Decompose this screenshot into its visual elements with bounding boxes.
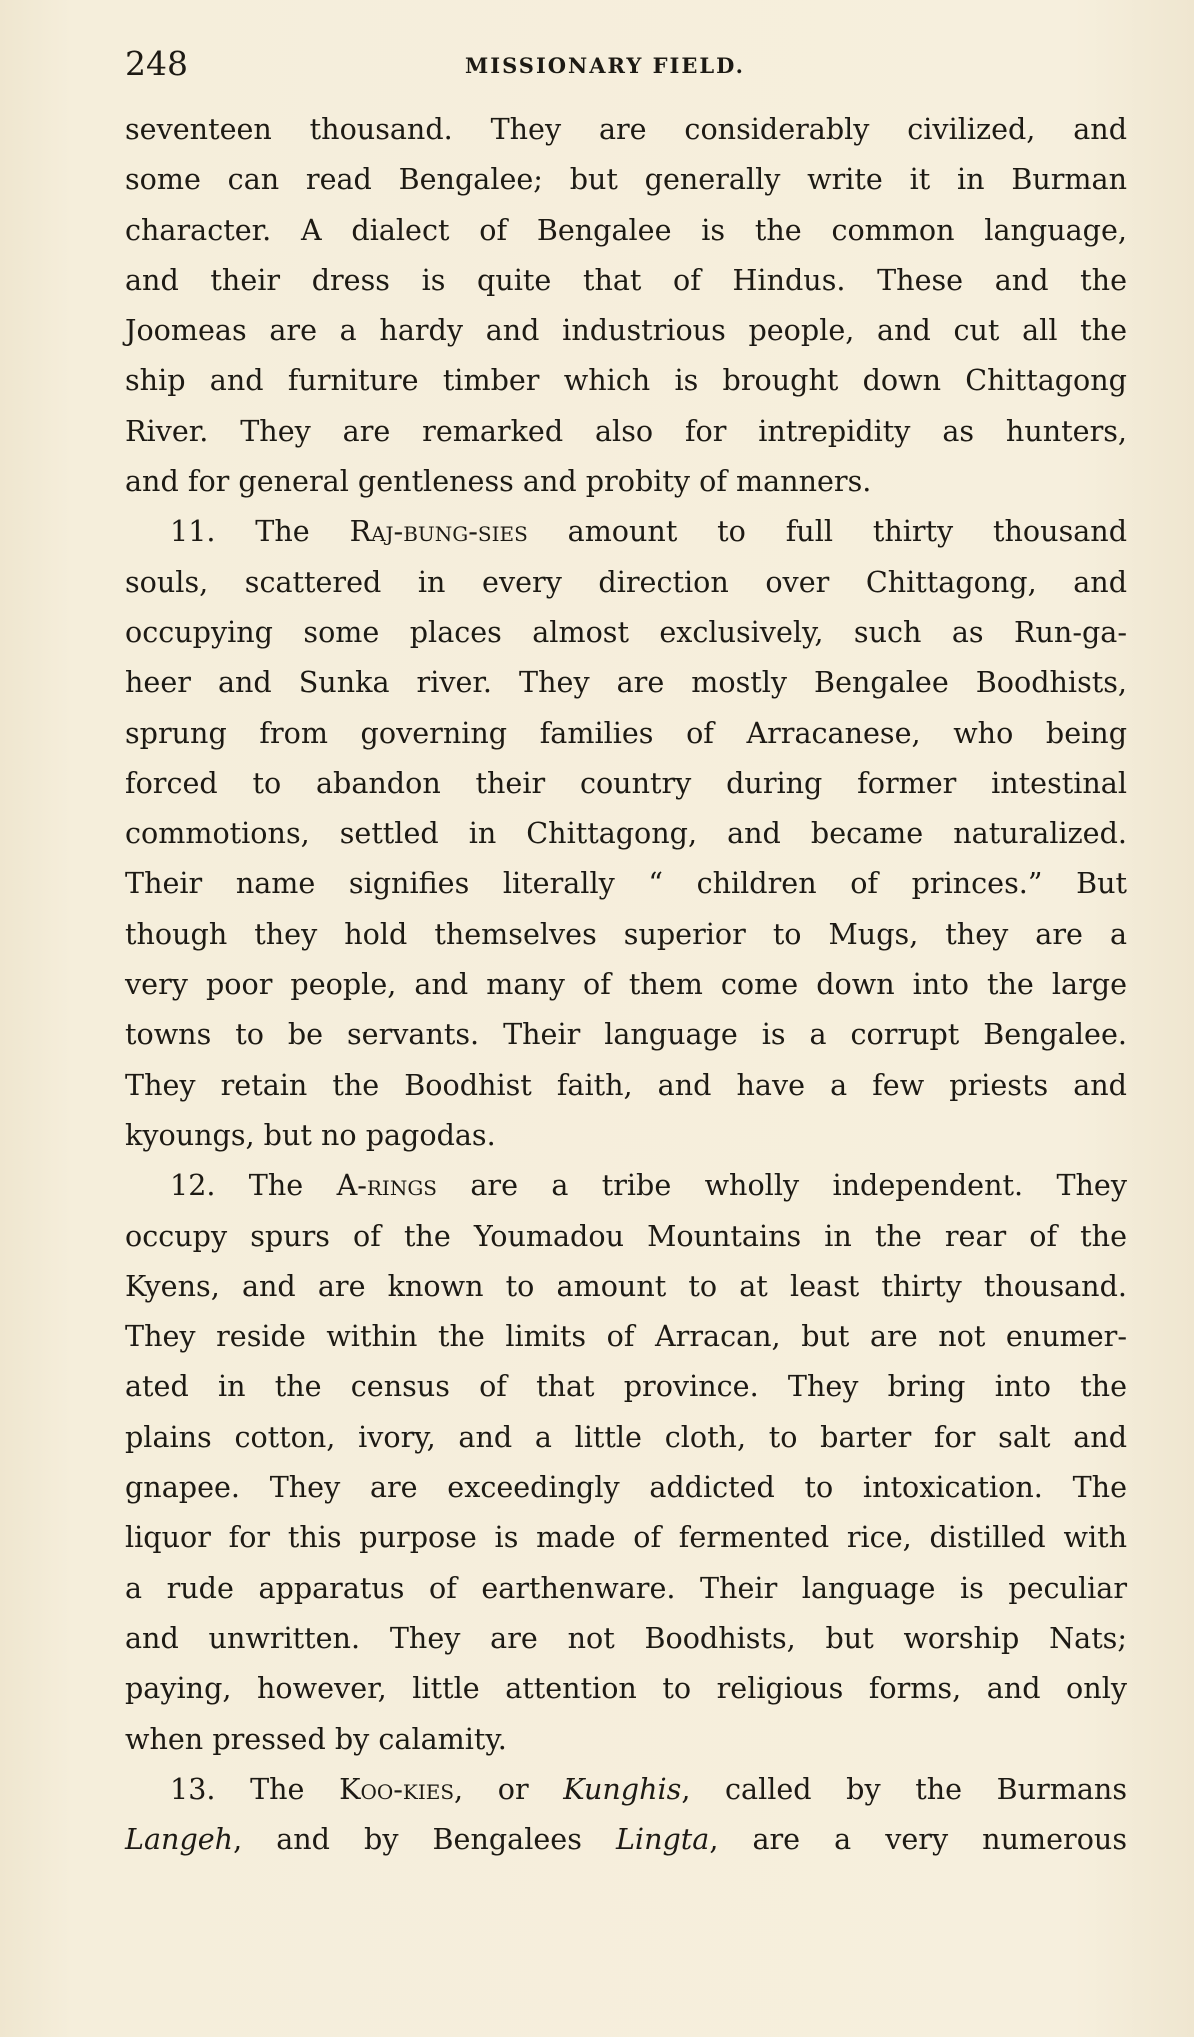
paragraph-number: 11. The <box>170 514 350 549</box>
line-rest: are a tribe wholly independent. They <box>437 1168 1128 1203</box>
line-rest: , are a very numerous <box>709 1822 1127 1857</box>
italic-name: Langeh <box>125 1822 234 1857</box>
text-line: a rude apparatus of earthenware. Their language is peculiar <box>125 1570 1127 1605</box>
text-line: towns to be servants. Their language is a corrupt Bengalee. <box>125 1017 1127 1052</box>
line-segment: , and by Bengalees <box>233 1822 616 1857</box>
text-line: Kyens, and are known to amount to at least thirty thousand. <box>125 1268 1127 1303</box>
paragraph-number: 13. The <box>170 1771 340 1806</box>
text-line: though they hold themselves superior to Mugs, they are a <box>125 916 1127 951</box>
text-line: heer and Sunka river. They are mostly Bengalee Boodhists, <box>125 665 1127 700</box>
tribe-name: Koo-kies <box>339 1771 455 1806</box>
paragraph-11-first-line <box>125 506 1127 556</box>
text-line: liquor for this purpose is made of fermented rice, distilled with <box>125 1520 1127 1555</box>
text-line: ship and furniture timber which is brought down Chittagong <box>125 363 1127 398</box>
text-line: commotions, settled in Chittagong, and became naturalized. <box>125 816 1127 851</box>
italic-name: Kunghis <box>563 1771 682 1806</box>
text-line: plains cotton, ivory, and a little cloth, to barter for salt and <box>125 1419 1127 1454</box>
body-text <box>125 104 1127 1864</box>
text-line: Their name signifies literally “ children of princes.” But <box>125 866 1127 901</box>
tribe-name: Raj-bung-sies <box>349 514 528 549</box>
text-line: River. They are remarked also for intrepidity as hunters, <box>125 413 1127 448</box>
paragraph-13-first-line <box>125 1764 1127 1814</box>
text-line: kyoungs, but no pagodas. <box>125 1117 496 1152</box>
text-line: character. A dialect of Bengalee is the common language, <box>125 212 1127 247</box>
paragraph-12-first-line <box>125 1160 1127 1210</box>
running-title: MISSIONARY FIELD. <box>465 53 745 78</box>
italic-name: Lingta <box>615 1822 710 1857</box>
text-line: They reside within the limits of Arracan, but are not enumer- <box>125 1319 1127 1354</box>
text-line: ated in the census of that province. They bring into the <box>125 1369 1127 1404</box>
text-line: seventeen thousand. They are considerably civilized, and <box>125 112 1127 146</box>
text-line: gnapee. They are exceedingly addicted to intoxication. The <box>125 1470 1127 1505</box>
text-line: occupying some places almost exclusively, such as Run-ga- <box>125 614 1127 649</box>
text-line: Joomeas are a hardy and industrious people, and cut all the <box>125 313 1127 348</box>
text-line: sprung from governing families of Arracanese, who being <box>125 715 1127 750</box>
line-segment: , or <box>454 1771 564 1806</box>
text-line: and for general gentleness and probity of manners. <box>125 464 872 499</box>
text-line: when pressed by calamity. <box>125 1721 507 1756</box>
line-rest: amount to full thirty thousand <box>527 514 1128 549</box>
paragraph-number: 12. The <box>170 1168 337 1203</box>
text-line: and unwritten. They are not Boodhists, but worship Nats; <box>125 1620 1127 1655</box>
text-line: forced to abandon their country during former intestinal <box>125 765 1127 800</box>
text-line: They retain the Boodhist faith, and have a few priests and <box>125 1067 1127 1102</box>
text-line: paying, however, little attention to religious forms, and only <box>125 1671 1127 1706</box>
page-number: 248 <box>125 44 188 83</box>
text-line-with-italics <box>125 1814 1127 1864</box>
running-head <box>125 44 1025 84</box>
text-line: very poor people, and many of them come down into the large <box>125 967 1127 1002</box>
text-line: some can read Bengalee; but generally write it in Burman <box>125 162 1127 197</box>
tribe-name: A-rings <box>336 1168 438 1203</box>
text-line: souls, scattered in every direction over Chittagong, and <box>125 564 1127 599</box>
text-line: occupy spurs of the Youmadou Mountains in the rear of the <box>125 1218 1127 1253</box>
text-line: and their dress is quite that of Hindus. These and the <box>125 262 1127 297</box>
line-rest: , called by the Burmans <box>681 1771 1128 1806</box>
